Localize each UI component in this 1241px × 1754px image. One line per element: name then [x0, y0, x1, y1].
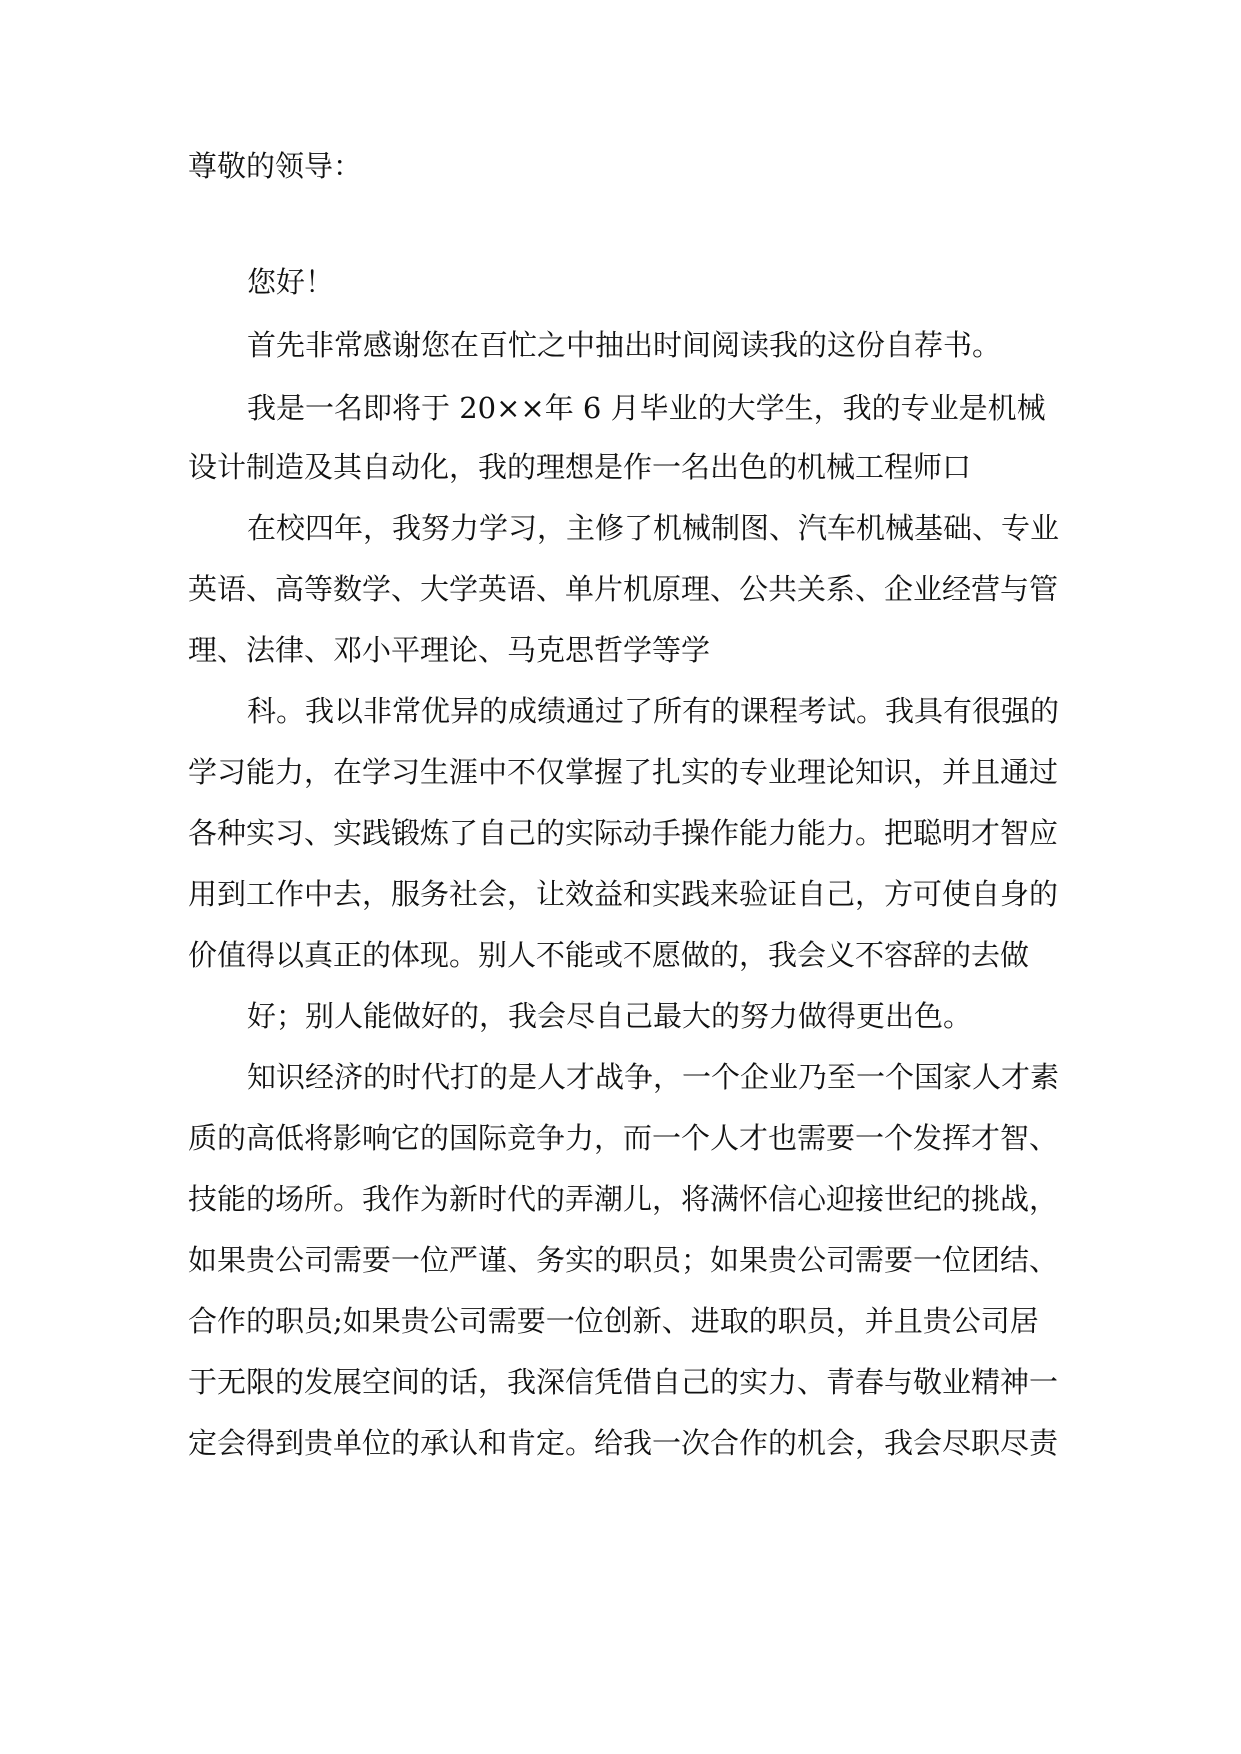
paragraph-line: 质的高低将影响它的国际竞争力，而一个人才也需要一个发挥才智、	[188, 1121, 1059, 1155]
paragraph-line: 英语、高等数学、大学英语、单片机原理、公共关系、企业经营与管	[188, 572, 1059, 606]
paragraph-line: 技能的场所。我作为新时代的弄潮儿，将满怀信心迎接世纪的挑战，	[188, 1182, 1059, 1216]
paragraph-line: 好；别人能做好的，我会尽自己最大的努力做得更出色。	[247, 999, 973, 1033]
paragraph-line: 设计制造及其自动化，我的理想是作一名出色的机械工程师口	[188, 450, 972, 484]
paragraph-line: 各种实习、实践锻炼了自己的实际动手操作能力能力。把聪明才智应	[188, 816, 1059, 850]
paragraph-line: 我是一名即将于 20××年 6 月毕业的大学生，我的专业是机械	[247, 391, 1046, 425]
paragraph-line: 价值得以真正的体现。别人不能或不愿做的，我会义不容辞的去做	[188, 938, 1030, 972]
salutation: 尊敬的领导：	[188, 149, 363, 183]
paragraph-line: 科。我以非常优异的成绩通过了所有的课程考试。我具有很强的	[247, 694, 1060, 728]
paragraph-line: 理、法律、邓小平理论、马克思哲学等学	[188, 633, 711, 667]
paragraph-line: 用到工作中去，服务社会，让效益和实践来验证自己，方可使自身的	[188, 877, 1059, 911]
paragraph-line: 在校四年，我努力学习，主修了机械制图、汽车机械基础、专业	[247, 511, 1060, 545]
paragraph-line: 定会得到贵单位的承认和肯定。给我一次合作的机会，我会尽职尽责	[188, 1426, 1059, 1460]
paragraph-line: 于无限的发展空间的话，我深信凭借自己的实力、青春与敬业精神一	[188, 1365, 1059, 1399]
paragraph-line: 如果贵公司需要一位严谨、务实的职员；如果贵公司需要一位团结、	[188, 1243, 1059, 1277]
paragraph-line: 首先非常感谢您在百忙之中抽出时间阅读我的这份自荐书。	[247, 328, 1002, 362]
paragraph-line: 合作的职员;如果贵公司需要一位创新、进取的职员，并且贵公司居	[188, 1304, 1039, 1338]
paragraph-line: 学习能力，在学习生涯中不仅掌握了扎实的专业理论知识，并且通过	[188, 755, 1059, 789]
paragraph-line: 知识经济的时代打的是人才战争，一个企业乃至一个国家人才素	[247, 1060, 1060, 1094]
greeting: 您好！	[247, 265, 335, 299]
